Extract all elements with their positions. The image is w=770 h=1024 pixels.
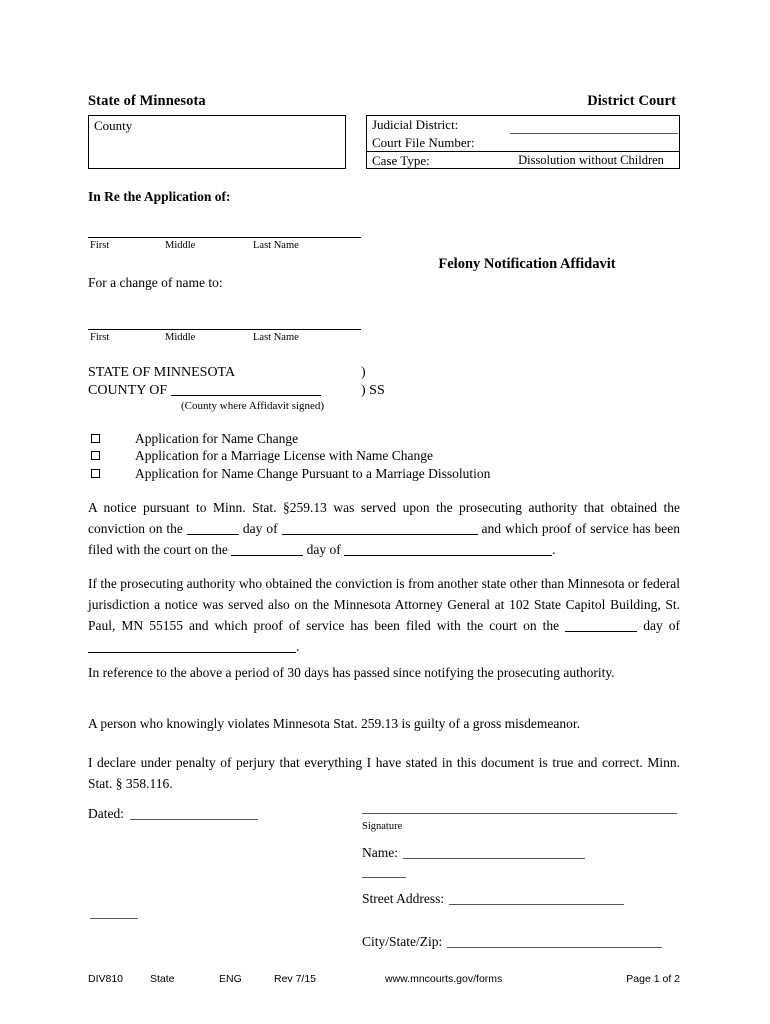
- checkbox-label: Application for Name Change Pursuant to a Marriage Dissolution: [135, 466, 491, 481]
- footer-revision: Rev 7/15: [274, 973, 317, 985]
- p1-blank-month-2[interactable]: [344, 543, 552, 556]
- new-name-label-last: Last Name: [253, 332, 299, 343]
- court-file-number-label: Court File Number:: [372, 135, 475, 150]
- document-title: Felony Notification Affidavit: [438, 256, 616, 272]
- name-label-middle: Middle: [165, 240, 196, 251]
- case-caption-box: [366, 115, 680, 169]
- county-label: County: [94, 118, 133, 133]
- street-address-field[interactable]: [362, 891, 624, 907]
- name-label-last: Last Name: [253, 240, 299, 251]
- name-label: Name:: [362, 845, 398, 860]
- venue-county-blank[interactable]: [171, 382, 321, 396]
- new-name-label-first: First: [90, 332, 110, 343]
- paragraph-attorney-general: [88, 573, 680, 657]
- venue-county-line: [88, 382, 488, 400]
- paragraph-penalty-of-perjury: I declare under penalty of perjury that everything I have stated in this document is true and correct. Minn. Stat. § 358.116.: [88, 755, 680, 791]
- venue-paren-ss: ) SS: [361, 383, 385, 398]
- document-footer: [88, 973, 680, 989]
- case-type-value: Dissolution without Children: [518, 153, 664, 167]
- judicial-district-label: Judicial District:: [372, 117, 459, 132]
- p1-blank-month[interactable]: [282, 522, 478, 535]
- caption-row-judicial-district[interactable]: [367, 116, 679, 134]
- p1-blank-day[interactable]: [187, 522, 239, 535]
- dated-label: Dated:: [88, 806, 124, 821]
- p2-part-a: If the prosecuting authority who obtained the conviction is from another state other than Minnesota or federal jurisdiction a notice was served also on the Minnesota Attorney General at 102 State Capitol Building, St. Paul, MN 55155 and which proof of service has been filed with the court on the: [88, 576, 680, 633]
- city-state-zip-blank[interactable]: [447, 935, 662, 948]
- venue-paren: ): [361, 365, 366, 380]
- checkbox-icon[interactable]: [91, 451, 100, 460]
- new-name-line[interactable]: [88, 329, 361, 330]
- footer-url: www.mncourts.gov/forms: [385, 973, 503, 985]
- p1-blank-day-2[interactable]: [231, 543, 303, 556]
- p1-part-c: and which proof of service has been filed with the court on the: [88, 521, 680, 557]
- name-label-first: First: [90, 240, 110, 251]
- venue-block: [88, 364, 488, 400]
- paragraph-gross-misdemeanor: A person who knowingly violates Minnesota Stat. 259.13 is guilty of a gross misdemeanor.: [88, 716, 580, 731]
- name-wrap-underscore: [362, 877, 406, 878]
- caption-row-court-file-number[interactable]: [367, 134, 679, 152]
- p1-part-d: day of: [306, 542, 341, 557]
- checkbox-icon[interactable]: [91, 434, 100, 443]
- p2-blank-month[interactable]: [88, 640, 296, 653]
- venue-state-text: STATE OF MINNESOTA: [88, 365, 236, 380]
- checkbox-icon[interactable]: [91, 469, 100, 478]
- checkbox-label: Application for Name Change: [135, 431, 299, 446]
- name-blank[interactable]: [403, 846, 585, 859]
- county-box[interactable]: [88, 115, 346, 169]
- state-heading: State of Minnesota: [88, 93, 206, 109]
- applicant-name-line[interactable]: [88, 237, 361, 238]
- p2-part-b: day of: [643, 618, 680, 633]
- venue-state-line: [88, 364, 488, 382]
- dated-field[interactable]: [88, 806, 258, 822]
- signature-line[interactable]: [362, 813, 677, 814]
- court-heading: District Court: [587, 93, 676, 109]
- p2-part-c: .: [296, 639, 300, 654]
- dated-blank[interactable]: [130, 807, 258, 820]
- case-type-label: Case Type:: [372, 153, 430, 168]
- new-name-labels: [88, 332, 378, 346]
- footer-form-code: DIV810: [88, 973, 124, 985]
- venue-county-prefix: COUNTY OF: [88, 383, 168, 398]
- p1-part-e: .: [552, 542, 556, 557]
- venue-note: (County where Affidavit signed): [181, 400, 325, 412]
- name-field[interactable]: [362, 845, 585, 861]
- p1-part-b: day of: [242, 521, 278, 536]
- street-address-blank[interactable]: [449, 892, 624, 905]
- city-state-zip-label: City/State/Zip:: [362, 934, 443, 949]
- paragraph-thirty-days: In reference to the above a period of 30 days has passed since notifying the prosecuting authority.: [88, 665, 615, 680]
- paragraph-notice-served: [88, 497, 680, 560]
- street-address-label: Street Address:: [362, 891, 445, 906]
- checkbox-label: Application for a Marriage License with Name Change: [135, 448, 434, 463]
- in-re-heading: In Re the Application of:: [88, 189, 231, 204]
- p2-blank-day[interactable]: [565, 619, 637, 632]
- p1-part-a: A notice pursuant to Minn. Stat. §259.13 was served upon the prosecuting authority that obtained the conviction on the: [88, 500, 680, 536]
- city-state-zip-field[interactable]: [362, 934, 662, 950]
- new-name-label-middle: Middle: [165, 332, 196, 343]
- footer-page-number: Page 1 of 2: [626, 973, 680, 985]
- for-change-of-name-label: For a change of name to:: [88, 275, 223, 290]
- dated-wrap-underscore: [90, 918, 138, 919]
- applicant-name-labels: [88, 240, 378, 254]
- footer-language: ENG: [219, 973, 242, 985]
- footer-scope: State: [150, 973, 175, 985]
- signature-label: Signature: [362, 821, 403, 832]
- caption-row-case-type[interactable]: [367, 152, 679, 170]
